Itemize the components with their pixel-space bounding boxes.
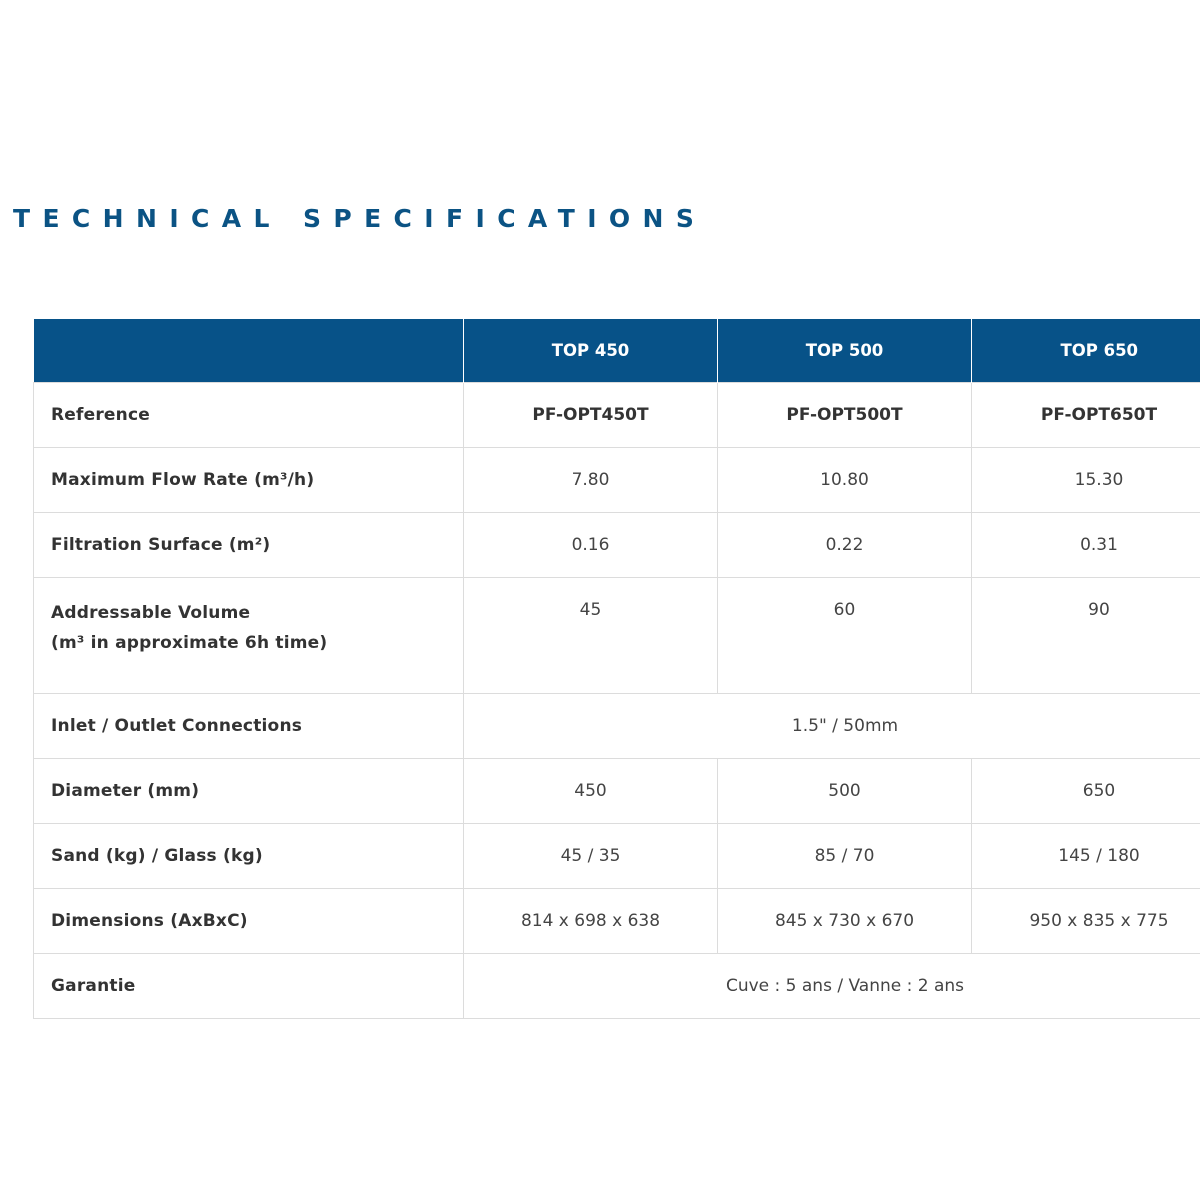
cell-value: 145 / 180 bbox=[972, 824, 1200, 889]
row-sand-glass bbox=[34, 824, 1200, 889]
row-filtration-surface bbox=[34, 513, 1200, 578]
header-top-500: TOP 500 bbox=[718, 319, 972, 383]
row-label: Maximum Flow Rate (m³/h) bbox=[34, 448, 464, 513]
cell-value: PF-OPT450T bbox=[464, 383, 718, 448]
row-dimensions bbox=[34, 889, 1200, 954]
spec-table bbox=[33, 319, 1200, 1019]
cell-value: 45 / 35 bbox=[464, 824, 718, 889]
header-top-650: TOP 650 bbox=[972, 319, 1200, 383]
row-label: Reference bbox=[34, 383, 464, 448]
cell-value: 60 bbox=[718, 578, 972, 694]
cell-value: 650 bbox=[972, 759, 1200, 824]
cell-value: 450 bbox=[464, 759, 718, 824]
cell-value: 845 x 730 x 670 bbox=[718, 889, 972, 954]
row-diameter bbox=[34, 759, 1200, 824]
row-label-line-1: Addressable Volume bbox=[51, 603, 251, 623]
cell-value: 950 x 835 x 775 bbox=[972, 889, 1200, 954]
row-connections bbox=[34, 694, 1200, 759]
cell-value: 45 bbox=[464, 578, 718, 694]
cell-value: 500 bbox=[718, 759, 972, 824]
row-label: Sand (kg) / Glass (kg) bbox=[34, 824, 464, 889]
row-max-flow bbox=[34, 448, 1200, 513]
cell-value: 10.80 bbox=[718, 448, 972, 513]
row-addressable-volume bbox=[34, 578, 1200, 694]
cell-value: 0.22 bbox=[718, 513, 972, 578]
row-label: Diameter (mm) bbox=[34, 759, 464, 824]
row-label: Filtration Surface (m²) bbox=[34, 513, 464, 578]
row-reference bbox=[34, 383, 1200, 448]
cell-value: 90 bbox=[972, 578, 1200, 694]
row-label: Inlet / Outlet Connections bbox=[34, 694, 464, 759]
cell-value: 814 x 698 x 638 bbox=[464, 889, 718, 954]
cell-value: 0.16 bbox=[464, 513, 718, 578]
section-title: TECHNICAL SPECIFICATIONS bbox=[13, 204, 707, 233]
cell-value-merged: 1.5" / 50mm bbox=[464, 694, 1200, 759]
cell-value-merged: Cuve : 5 ans / Vanne : 2 ans bbox=[464, 954, 1200, 1019]
row-label-line-2: (m³ in approximate 6h time) bbox=[51, 633, 328, 653]
cell-value: PF-OPT500T bbox=[718, 383, 972, 448]
header-corner bbox=[34, 319, 464, 383]
cell-value: 15.30 bbox=[972, 448, 1200, 513]
cell-value: 0.31 bbox=[972, 513, 1200, 578]
cell-value: PF-OPT650T bbox=[972, 383, 1200, 448]
header-row bbox=[34, 319, 1200, 383]
header-top-450: TOP 450 bbox=[464, 319, 718, 383]
row-label: Garantie bbox=[34, 954, 464, 1019]
row-label bbox=[34, 578, 464, 694]
row-label: Dimensions (AxBxC) bbox=[34, 889, 464, 954]
cell-value: 7.80 bbox=[464, 448, 718, 513]
row-garantie bbox=[34, 954, 1200, 1019]
cell-value: 85 / 70 bbox=[718, 824, 972, 889]
